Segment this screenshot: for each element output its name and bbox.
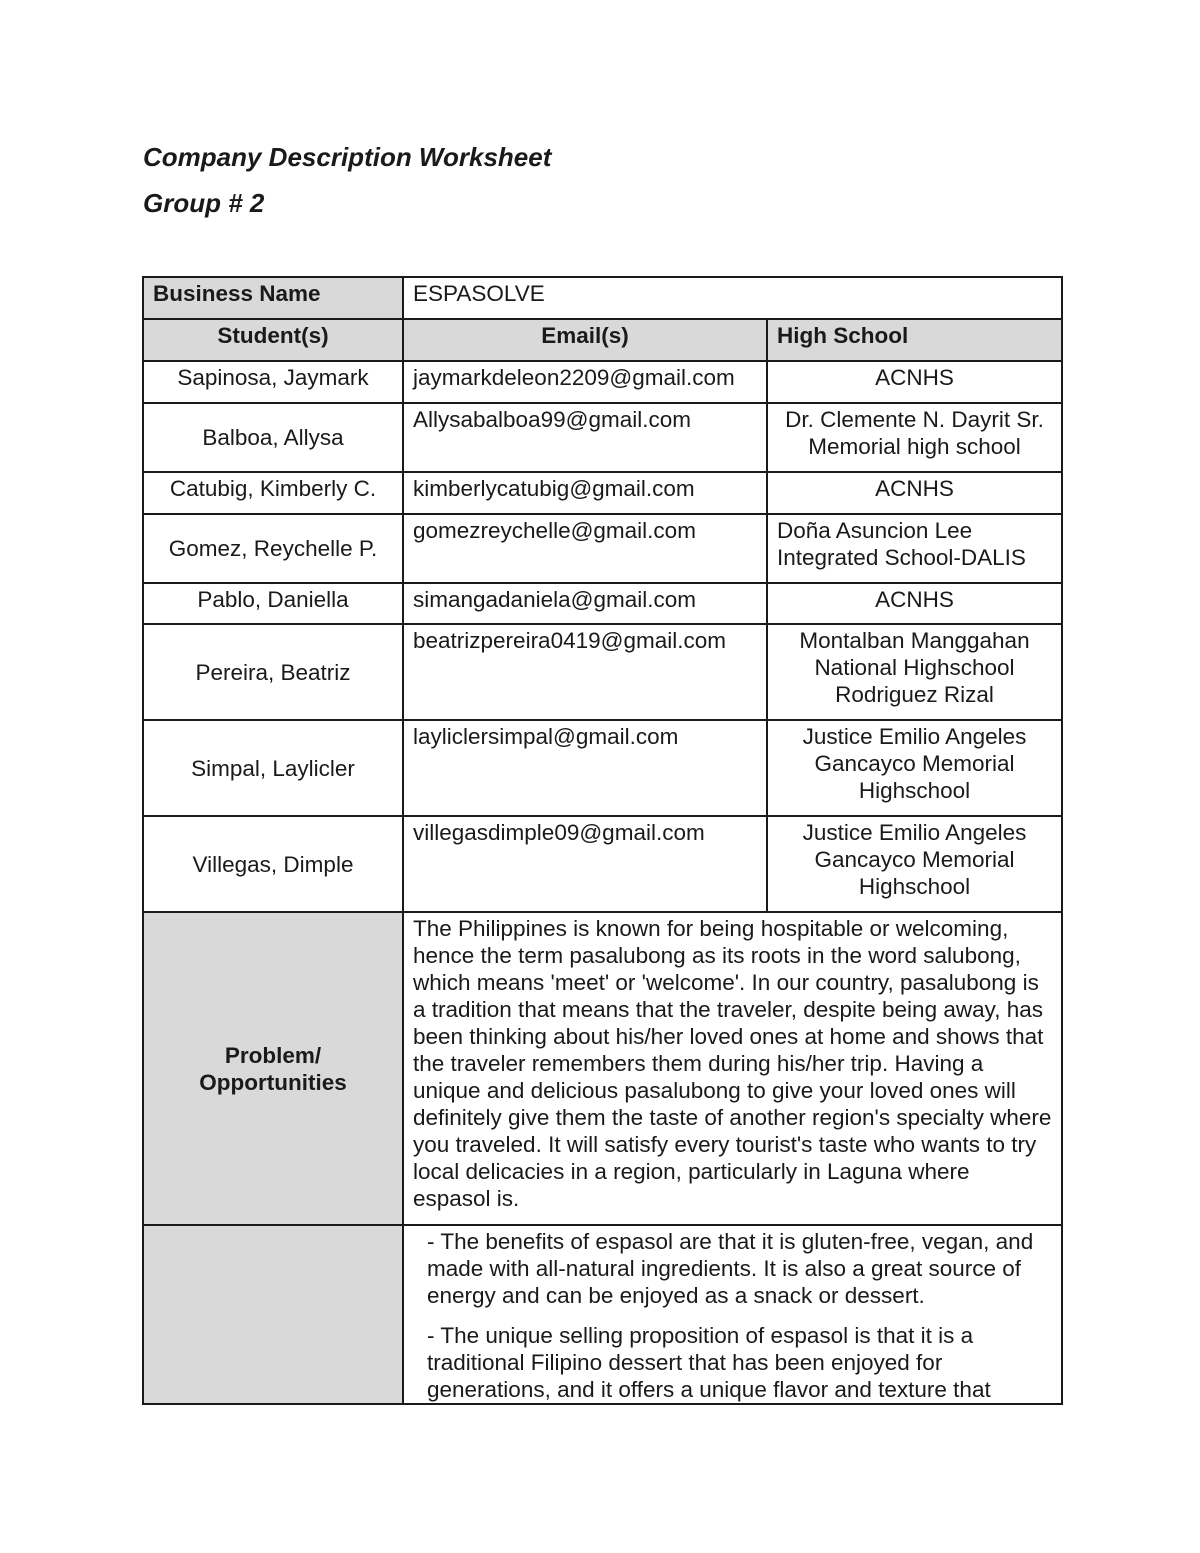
student-email: layliclersimpal@gmail.com	[403, 720, 767, 816]
header-row	[143, 319, 1062, 361]
company-description-table	[142, 276, 1063, 1405]
benefits-paragraph: - The benefits of espasol are that it is gluten-free, vegan, and made with all-natural ingredients. It is also a great source of energy and can be enjoyed as a snack or dessert.	[427, 1229, 1034, 1308]
benefits-cell	[403, 1225, 1062, 1404]
student-name: Sapinosa, Jaymark	[143, 361, 403, 403]
student-school: ACNHS	[767, 472, 1062, 514]
student-name: Catubig, Kimberly C.	[143, 472, 403, 514]
student-school: ACNHS	[767, 583, 1062, 624]
student-school: Dr. Clemente N. Dayrit Sr. Memorial high school	[767, 403, 1062, 472]
benefits-row	[143, 1225, 1062, 1404]
table-row	[143, 514, 1062, 583]
table-row	[143, 583, 1062, 624]
student-name: Villegas, Dimple	[143, 816, 403, 912]
business-name-row	[143, 277, 1062, 319]
benefits-label-cell	[143, 1225, 403, 1404]
student-email: gomezreychelle@gmail.com	[403, 514, 767, 583]
document-title: Company Description Worksheet	[143, 142, 552, 172]
student-school: Doña Asuncion Lee Integrated School-DALIS	[767, 514, 1062, 583]
high-school-header: High School	[767, 319, 1062, 361]
students-header: Student(s)	[143, 319, 403, 361]
student-email: jaymarkdeleon2209@gmail.com	[403, 361, 767, 403]
business-name-label: Business Name	[143, 277, 403, 319]
student-name: Pereira, Beatriz	[143, 624, 403, 720]
emails-header: Email(s)	[403, 319, 767, 361]
student-name: Gomez, Reychelle P.	[143, 514, 403, 583]
student-name: Balboa, Allysa	[143, 403, 403, 472]
problem-row	[143, 912, 1062, 1225]
student-email: kimberlycatubig@gmail.com	[403, 472, 767, 514]
table-row	[143, 403, 1062, 472]
table-row	[143, 720, 1062, 816]
problem-opportunities-label: Problem/ Opportunities	[143, 912, 403, 1225]
problem-opportunities-text: The Philippines is known for being hospitable or welcoming, hence the term pasalubong as its roots in the word salubong, which means 'meet' or 'welcome'. In our country, pasalubong is a tradition that means that the traveler, despite being away, has been thinking about his/her loved ones at home and shows that the traveler remembers them during his/her trip. Having a unique and delicious pasalubong to give your loved ones will definitely give them the taste of another region's specialty where you traveled. It will satisfy every tourist's taste who wants to try local delicacies in a region, particularly in Laguna where espasol is.	[403, 912, 1062, 1225]
group-number: Group # 2	[143, 188, 265, 218]
student-name: Pablo, Daniella	[143, 583, 403, 624]
student-school: ACNHS	[767, 361, 1062, 403]
student-email: simangadaniela@gmail.com	[403, 583, 767, 624]
table-row	[143, 472, 1062, 514]
usp-paragraph: - The unique selling proposition of espasol is that it is a traditional Filipino dessert that has been enjoyed for generations, and it offers a unique flavor and texture that	[427, 1323, 991, 1402]
student-school: Justice Emilio Angeles Gancayco Memorial Highschool	[767, 720, 1062, 816]
student-school: Montalban Manggahan National Highschool Rodriguez Rizal	[767, 624, 1062, 720]
table-row	[143, 816, 1062, 912]
business-name-value: ESPASOLVE	[403, 277, 1062, 319]
student-email: Allysabalboa99@gmail.com	[403, 403, 767, 472]
table-row	[143, 624, 1062, 720]
student-school: Justice Emilio Angeles Gancayco Memorial Highschool	[767, 816, 1062, 912]
student-email: villegasdimple09@gmail.com	[403, 816, 767, 912]
table-row	[143, 361, 1062, 403]
student-name: Simpal, Laylicler	[143, 720, 403, 816]
student-email: beatrizpereira0419@gmail.com	[403, 624, 767, 720]
